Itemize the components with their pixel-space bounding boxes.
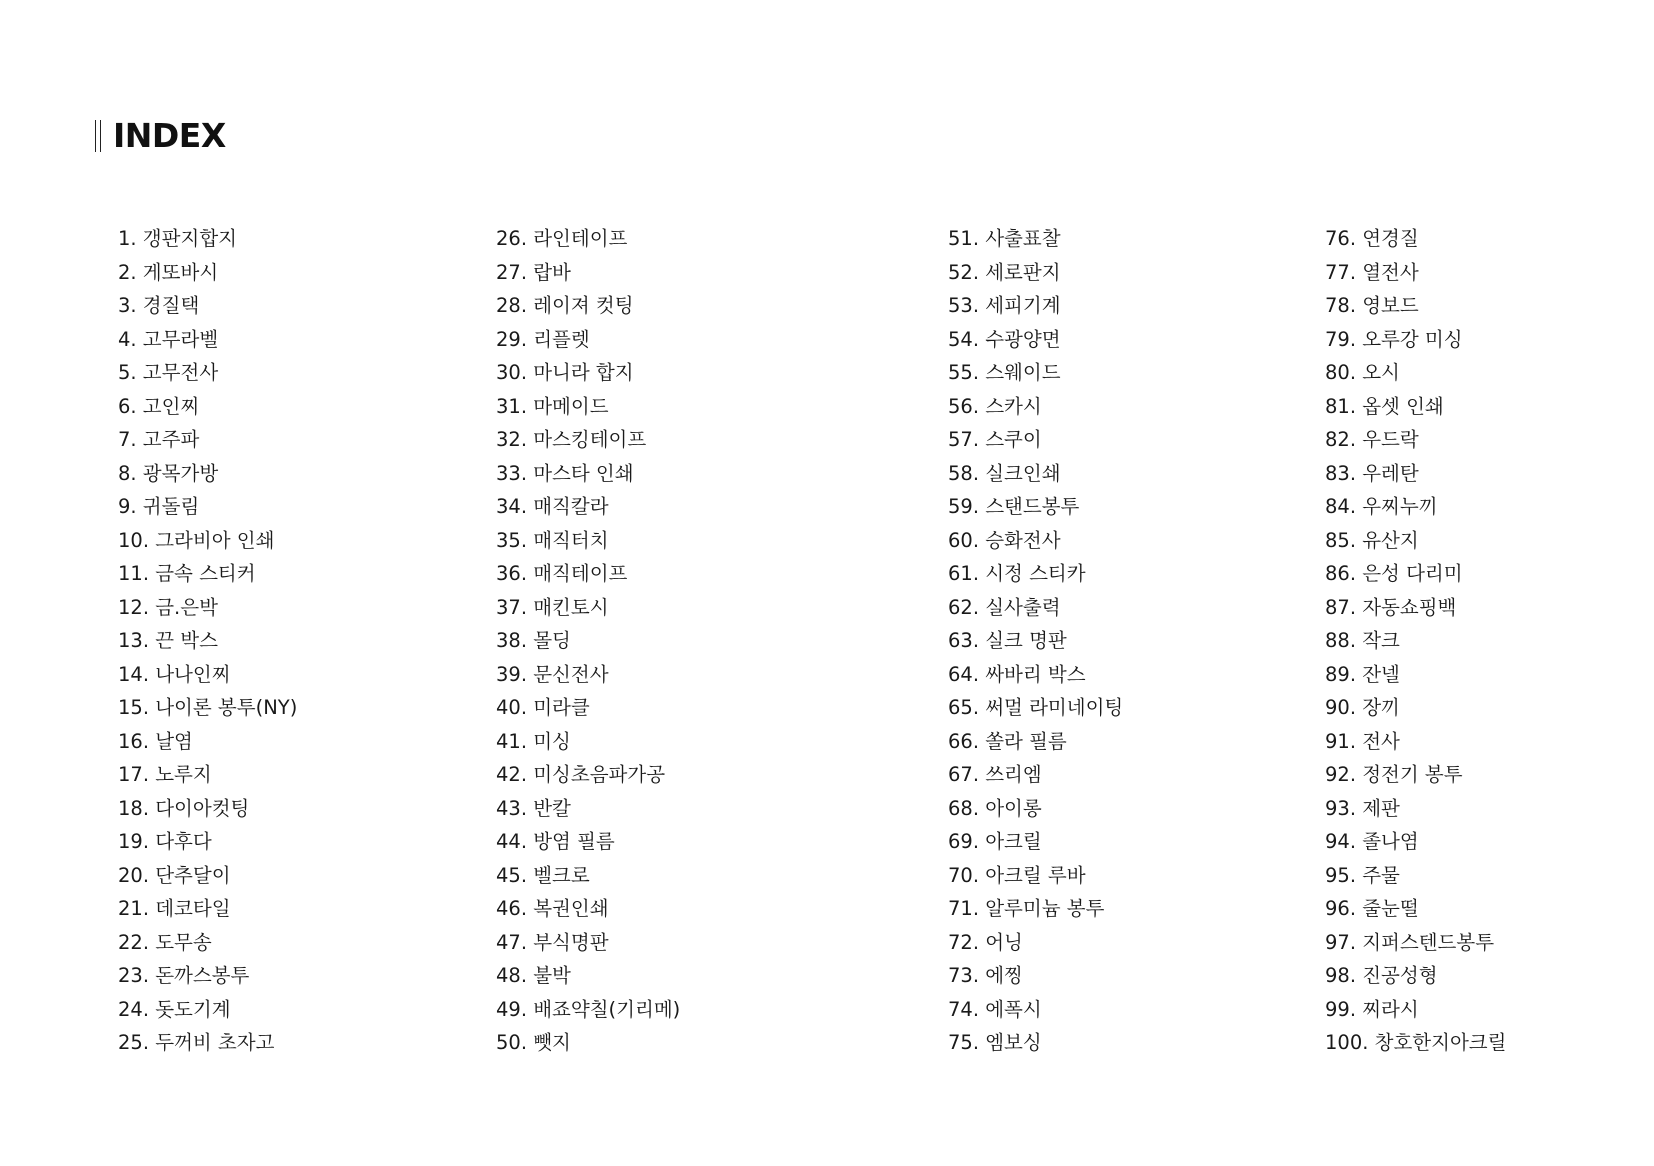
index-entry: 61. 시정 스티카 bbox=[948, 562, 1086, 585]
index-entry: 79. 오루강 미싱 bbox=[1325, 327, 1463, 351]
index-entry: 57. 스쿠이 bbox=[948, 428, 1042, 451]
index-entry: 93. 제판 bbox=[1325, 796, 1400, 820]
index-column-2 bbox=[496, 222, 680, 1060]
index-entry: 10. 그라비아 인쇄 bbox=[118, 528, 275, 552]
index-entry: 81. 옵셋 인쇄 bbox=[1325, 394, 1444, 418]
index-entry: 13. 끈 박스 bbox=[118, 629, 218, 652]
title-bars-decoration bbox=[95, 120, 101, 152]
index-entry: 41. 미싱 bbox=[496, 729, 571, 753]
index-entry: 32. 마스킹테이프 bbox=[496, 428, 647, 451]
index-entry: 70. 아크릴 루바 bbox=[948, 863, 1086, 887]
page-header bbox=[95, 116, 226, 156]
index-entry: 47. 부식명판 bbox=[496, 930, 609, 954]
index-entry: 49. 배죠약칠(기리메) bbox=[496, 997, 681, 1021]
index-entry: 8. 광목가방 bbox=[118, 461, 219, 485]
index-entry: 3. 경질택 bbox=[118, 294, 200, 317]
index-entry: 46. 복권인쇄 bbox=[496, 897, 609, 920]
index-entry: 55. 스웨이드 bbox=[948, 361, 1061, 384]
index-entry: 45. 벨크로 bbox=[496, 863, 590, 887]
index-entry: 24. 돗도기계 bbox=[118, 997, 231, 1021]
index-entry: 23. 돈까스봉투 bbox=[118, 964, 250, 987]
index-entry: 21. 데코타일 bbox=[118, 897, 231, 920]
index-entry: 31. 마메이드 bbox=[496, 394, 609, 418]
index-entry: 2. 게또바시 bbox=[118, 260, 219, 284]
index-entry: 25. 두꺼비 초자고 bbox=[118, 1031, 275, 1054]
index-entry: 43. 반칼 bbox=[496, 796, 571, 820]
index-entry: 11. 금속 스티커 bbox=[118, 562, 256, 585]
index-entry: 37. 매킨토시 bbox=[496, 595, 609, 619]
index-entry: 6. 고인찌 bbox=[118, 394, 200, 418]
index-entry: 29. 리플렛 bbox=[496, 327, 590, 351]
index-entry: 35. 매직터치 bbox=[496, 528, 609, 552]
index-entry: 90. 장끼 bbox=[1325, 696, 1400, 719]
index-entry: 33. 마스타 인쇄 bbox=[496, 461, 634, 485]
index-entry: 71. 알루미늄 봉투 bbox=[948, 897, 1105, 920]
index-entry: 56. 스카시 bbox=[948, 394, 1042, 418]
index-entry: 50. 뺏지 bbox=[496, 1031, 571, 1054]
index-entry: 66. 쏠라 필름 bbox=[948, 729, 1067, 753]
index-entry: 5. 고무전사 bbox=[118, 361, 219, 384]
index-entry: 60. 승화전사 bbox=[948, 528, 1061, 552]
index-entry: 82. 우드락 bbox=[1325, 428, 1419, 451]
index-entry: 87. 자동쇼핑백 bbox=[1325, 595, 1457, 619]
index-entry: 27. 랍바 bbox=[496, 260, 571, 284]
index-entry: 98. 진공성형 bbox=[1325, 964, 1438, 987]
index-entry: 88. 작크 bbox=[1325, 629, 1400, 652]
index-entry: 38. 몰딩 bbox=[496, 629, 571, 652]
index-entry: 68. 아이롱 bbox=[948, 796, 1042, 820]
index-entry: 40. 미라클 bbox=[496, 696, 590, 719]
index-entry: 20. 단추달이 bbox=[118, 863, 231, 887]
index-entry: 95. 주물 bbox=[1325, 863, 1400, 887]
index-entry: 19. 다후다 bbox=[118, 830, 212, 853]
index-entry: 26. 라인테이프 bbox=[496, 227, 628, 250]
index-entry: 44. 방염 필름 bbox=[496, 830, 615, 853]
index-entry: 63. 실크 명판 bbox=[948, 629, 1067, 652]
index-entry: 22. 도무송 bbox=[118, 930, 212, 954]
index-entry: 80. 오시 bbox=[1325, 361, 1400, 384]
index-entry: 7. 고주파 bbox=[118, 428, 200, 451]
index-entry: 18. 다이아컷팅 bbox=[118, 796, 250, 820]
index-entry: 59. 스탠드봉투 bbox=[948, 495, 1080, 518]
index-entry: 74. 에폭시 bbox=[948, 997, 1042, 1021]
index-entry: 78. 영보드 bbox=[1325, 294, 1419, 317]
index-entry: 28. 레이져 컷팅 bbox=[496, 294, 634, 317]
title-bar bbox=[95, 120, 96, 152]
index-entry: 17. 노루지 bbox=[118, 763, 212, 786]
title-bar bbox=[100, 120, 101, 152]
index-entry: 54. 수광양면 bbox=[948, 327, 1061, 351]
index-entry: 34. 매직칼라 bbox=[496, 495, 609, 518]
index-entry: 64. 싸바리 박스 bbox=[948, 662, 1086, 686]
page-title: INDEX bbox=[113, 116, 226, 155]
index-column-3 bbox=[948, 222, 1123, 1060]
index-entry: 76. 연경질 bbox=[1325, 227, 1419, 250]
index-entry: 83. 우레탄 bbox=[1325, 461, 1419, 485]
index-entry: 1. 갱판지합지 bbox=[118, 227, 237, 250]
index-column-4 bbox=[1325, 222, 1506, 1060]
index-entry: 30. 마니라 합지 bbox=[496, 361, 634, 384]
index-entry: 15. 나이론 봉투(NY) bbox=[118, 696, 298, 719]
index-entry: 86. 은성 다리미 bbox=[1325, 562, 1463, 585]
index-entry: 4. 고무라벨 bbox=[118, 327, 219, 351]
index-entry: 91. 전사 bbox=[1325, 729, 1400, 753]
index-entry: 69. 아크릴 bbox=[948, 830, 1042, 853]
index-entry: 96. 줄눈떨 bbox=[1325, 897, 1419, 920]
index-entry: 51. 사출표찰 bbox=[948, 227, 1061, 250]
index-entry: 42. 미싱초음파가공 bbox=[496, 763, 666, 786]
index-entry: 16. 날염 bbox=[118, 729, 193, 753]
index-entry: 62. 실사출력 bbox=[948, 595, 1061, 619]
index-entry: 89. 잔넬 bbox=[1325, 662, 1400, 686]
index-entry: 92. 정전기 봉투 bbox=[1325, 763, 1463, 786]
index-entry: 9. 귀돌림 bbox=[118, 495, 200, 518]
index-entry: 94. 졸나염 bbox=[1325, 830, 1419, 853]
index-entry: 14. 나나인찌 bbox=[118, 662, 231, 686]
index-entry: 48. 불박 bbox=[496, 964, 571, 987]
index-entry: 52. 세로판지 bbox=[948, 260, 1061, 284]
index-entry: 36. 매직테이프 bbox=[496, 562, 628, 585]
index-entry: 67. 쓰리엠 bbox=[948, 763, 1042, 786]
index-entry: 100. 창호한지아크릴 bbox=[1325, 1031, 1507, 1054]
index-entry: 97. 지퍼스텐드봉투 bbox=[1325, 930, 1495, 954]
index-entry: 75. 엠보싱 bbox=[948, 1031, 1042, 1054]
index-entry: 84. 우찌누끼 bbox=[1325, 495, 1438, 518]
index-entry: 72. 어닝 bbox=[948, 930, 1023, 954]
index-entry: 53. 세피기계 bbox=[948, 294, 1061, 317]
index-entry: 73. 에찡 bbox=[948, 964, 1023, 987]
index-entry: 77. 열전사 bbox=[1325, 260, 1419, 284]
index-entry: 85. 유산지 bbox=[1325, 528, 1419, 552]
index-entry: 58. 실크인쇄 bbox=[948, 461, 1061, 485]
index-column-1 bbox=[118, 222, 297, 1060]
index-entry: 99. 찌라시 bbox=[1325, 997, 1419, 1021]
index-entry: 39. 문신전사 bbox=[496, 662, 609, 686]
index-entry: 65. 써멀 라미네이팅 bbox=[948, 696, 1124, 719]
index-entry: 12. 금.은박 bbox=[118, 595, 218, 619]
